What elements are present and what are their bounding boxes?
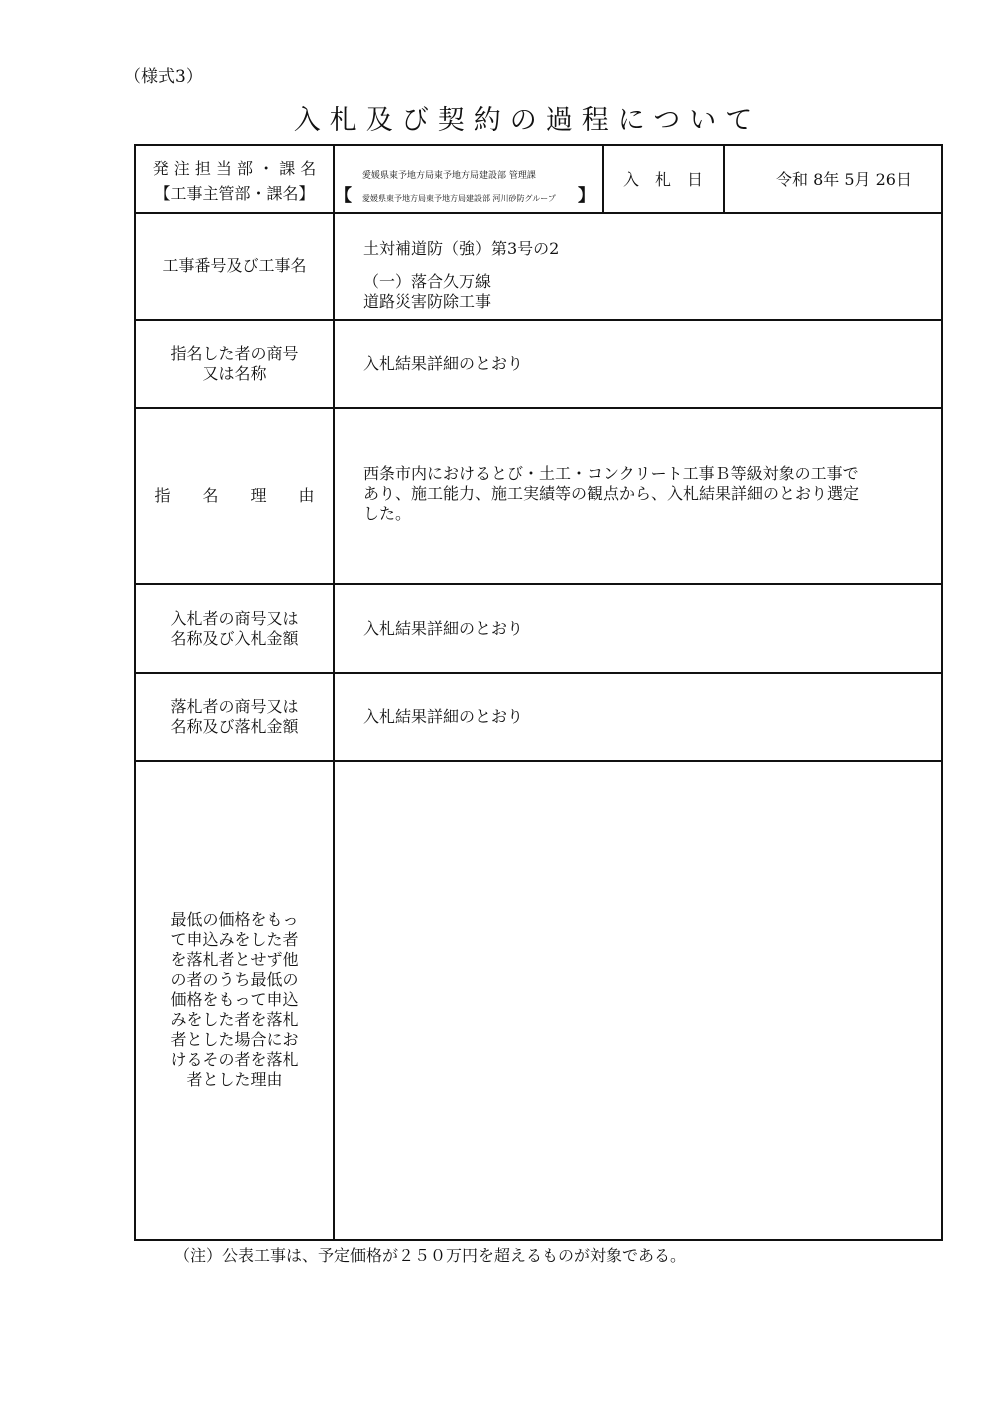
reason-value-line1: 西条市内におけるとび・土工・コンクリート工事Ｂ等級対象の工事で xyxy=(363,464,859,483)
bidders-label-line2: 名称及び入札金額 xyxy=(170,629,299,648)
lowest-exception-label-line: 価格をもって申込 xyxy=(170,990,299,1009)
bracket-open: 【 xyxy=(335,186,352,206)
project-value-line3: 道路災害防除工事 xyxy=(363,292,492,311)
bid-date-value: 令和 8年 5月 26日 xyxy=(776,170,912,189)
reason-label: 指 名 理 由 xyxy=(154,486,315,505)
lowest-exception-label-line: 者とした場合にお xyxy=(170,1030,299,1049)
project-label: 工事番号及び工事名 xyxy=(162,256,307,275)
process-table xyxy=(134,144,943,1241)
nominees-value: 入札結果詳細のとおり xyxy=(363,354,524,373)
reason-value-line3: した。 xyxy=(363,504,412,523)
row-divider xyxy=(136,672,941,674)
lowest-exception-label-line: て申込みをした者 xyxy=(170,930,299,949)
lowest-exception-label xyxy=(148,910,321,1090)
dept-label-line2: 【工事主管部・課名】 xyxy=(154,184,315,203)
project-value-line1: 土対補道防（強）第3号の2 xyxy=(363,239,560,258)
reason-value-line2: あり、施工能力、施工実績等の観点から、入札結果詳細のとおり選定 xyxy=(363,484,860,503)
row-divider xyxy=(136,760,941,762)
dept-value-line1: 愛媛県東予地方局東予地方局建設部 管理課 xyxy=(362,171,536,181)
nominees-label-line1: 指名した者の商号 xyxy=(170,344,299,363)
winner-label-line1: 落札者の商号又は xyxy=(170,697,299,716)
lowest-exception-label-line: けるその者を落札 xyxy=(170,1050,299,1069)
bidders-label xyxy=(136,609,333,649)
lowest-exception-label-line: 者とした理由 xyxy=(186,1070,283,1089)
form-number: （様式3） xyxy=(124,67,203,87)
lowest-exception-label-line: を落札者とせず他 xyxy=(170,950,299,969)
document-title: 入札及び契約の過程について xyxy=(293,105,762,136)
row-divider xyxy=(136,583,941,585)
row-divider xyxy=(136,212,941,214)
nominees-label-line2: 又は名称 xyxy=(202,364,267,383)
footnote: （注）公表工事は、予定価格が２５０万円を超えるものが対象である。 xyxy=(174,1246,687,1265)
nominees-label xyxy=(136,344,333,384)
bidders-label-line1: 入札者の商号又は xyxy=(170,609,299,628)
bracket-close: 】 xyxy=(578,186,595,206)
header-divider xyxy=(602,146,604,213)
reason-value xyxy=(363,464,938,524)
lowest-exception-label-line: みをした者を落札 xyxy=(170,1010,299,1029)
lowest-exception-label-line: 最低の価格をもっ xyxy=(170,910,299,929)
header-divider xyxy=(723,146,725,213)
dept-label-line1: 発 注 担 当 部 ・ 課 名 xyxy=(152,159,317,178)
bidders-value: 入札結果詳細のとおり xyxy=(363,619,524,638)
dept-label xyxy=(136,156,333,206)
winner-label-line2: 名称及び落札金額 xyxy=(170,717,299,736)
dept-value-line2: 愛媛県東予地方局東予地方局建設部 河川砂防グループ xyxy=(362,194,556,203)
project-value-line2: （一）落合久万線 xyxy=(363,272,492,291)
row-divider xyxy=(136,319,941,321)
label-column-divider xyxy=(333,146,335,1239)
row-divider xyxy=(136,407,941,409)
lowest-exception-label-line: の者のうち最低の xyxy=(170,970,299,989)
winner-label xyxy=(136,697,333,737)
winner-value: 入札結果詳細のとおり xyxy=(363,707,524,726)
bid-date-label: 入 札 日 xyxy=(623,170,704,189)
